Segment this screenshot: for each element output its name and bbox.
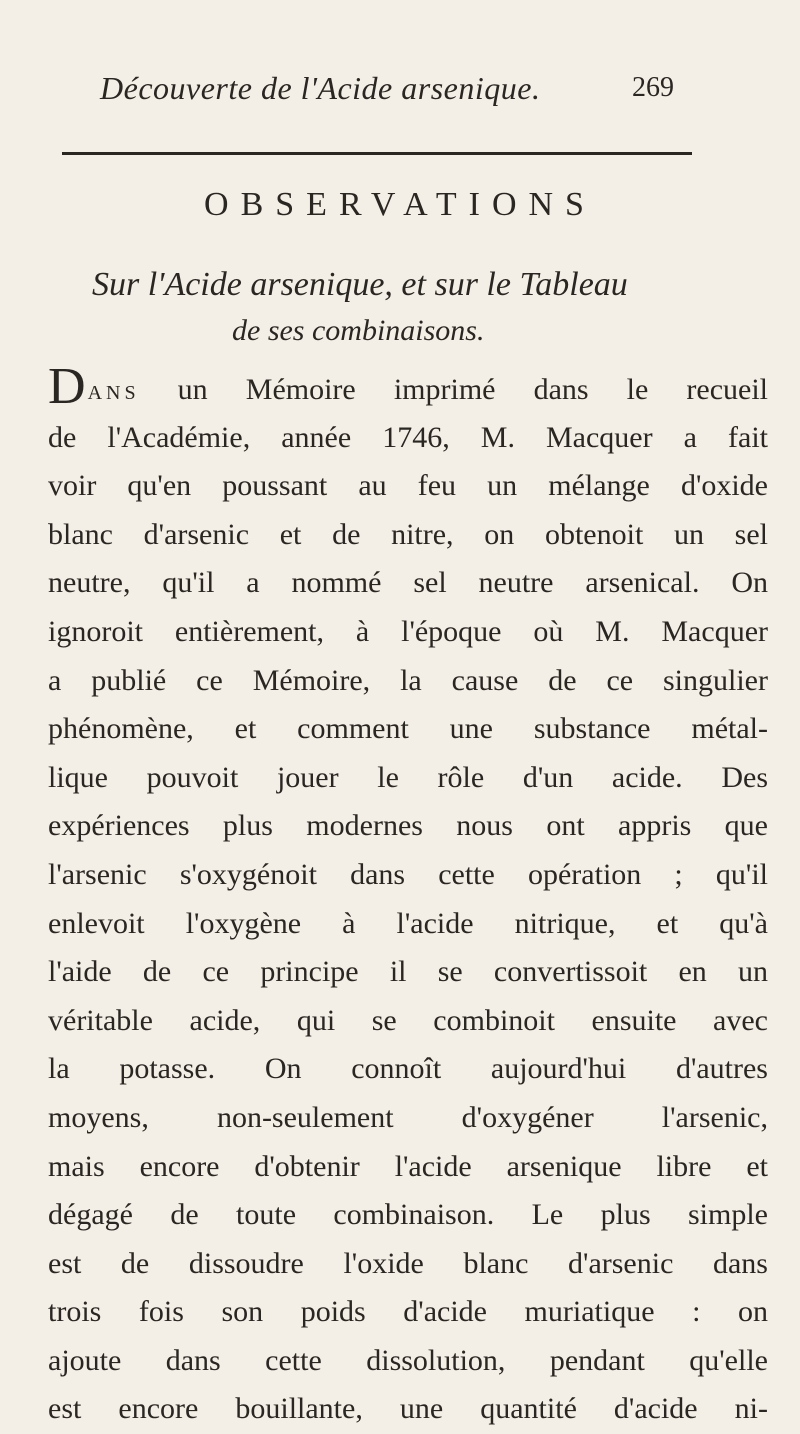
running-title: Découverte de l'Acide arsenique. (100, 70, 541, 106)
body-line: est encore bouillante, une quantité d'acide ni- (48, 1392, 768, 1426)
body-line: expériences plus modernes nous ont appris que (48, 809, 768, 843)
body-line: la potasse. On connoît aujourd'hui d'autres (48, 1052, 768, 1086)
first-word-rest: ANS (87, 382, 140, 404)
body-line: a publié ce Mémoire, la cause de ce singulier (48, 663, 768, 697)
body-line: ajoute dans cette dissolution, pendant qu'elle (48, 1343, 768, 1377)
first-line-rest: un Mémoire imprimé dans le recueil (139, 373, 768, 406)
body-line: blanc d'arsenic et de nitre, on obtenoit un sel (48, 517, 768, 551)
drop-cap: D (48, 365, 86, 414)
section-title: OBSERVATIONS (204, 186, 596, 223)
body-line: ignoroit entièrement, à l'époque où M. Macquer (48, 614, 768, 648)
body-line: mais encore d'obtenir l'acide arsenique libre et (48, 1149, 768, 1183)
body-line: dégagé de toute combinaison. Le plus simple (48, 1198, 768, 1232)
body-line: de l'Académie, année 1746, M. Macquer a fait (48, 420, 768, 454)
running-head (100, 70, 674, 110)
header-rule (62, 152, 692, 155)
body-line: l'arsenic s'oxygénoit dans cette opération ; qu'il (48, 857, 768, 891)
page-number: 269 (632, 72, 674, 103)
body-line: l'aide de ce principe il se convertissoit en un (48, 955, 768, 989)
body-line: moyens, non-seulement d'oxygéner l'arsenic, (48, 1100, 768, 1134)
subtitle-line-1: Sur l'Acide arsenique, et sur le Tableau (92, 266, 628, 303)
body-text (48, 365, 768, 1434)
body-line: lique pouvoit jouer le rôle d'un acide. Des (48, 760, 768, 794)
body-line: trois fois son poids d'acide muriatique : on (48, 1295, 768, 1329)
body-line: est de dissoudre l'oxide blanc d'arsenic dans (48, 1246, 768, 1280)
body-line: véritable acide, qui se combinoit ensuite avec (48, 1003, 768, 1037)
body-line: voir qu'en poussant au feu un mélange d'oxide (48, 469, 768, 503)
body-line-first (48, 365, 768, 414)
body-line: phénomène, et comment une substance métal- (48, 712, 768, 746)
subtitle-line-2: de ses combinaisons. (232, 314, 485, 347)
body-line: neutre, qu'il a nommé sel neutre arsenical. On (48, 566, 768, 600)
body-line: enlevoit l'oxygène à l'acide nitrique, et qu'à (48, 906, 768, 940)
